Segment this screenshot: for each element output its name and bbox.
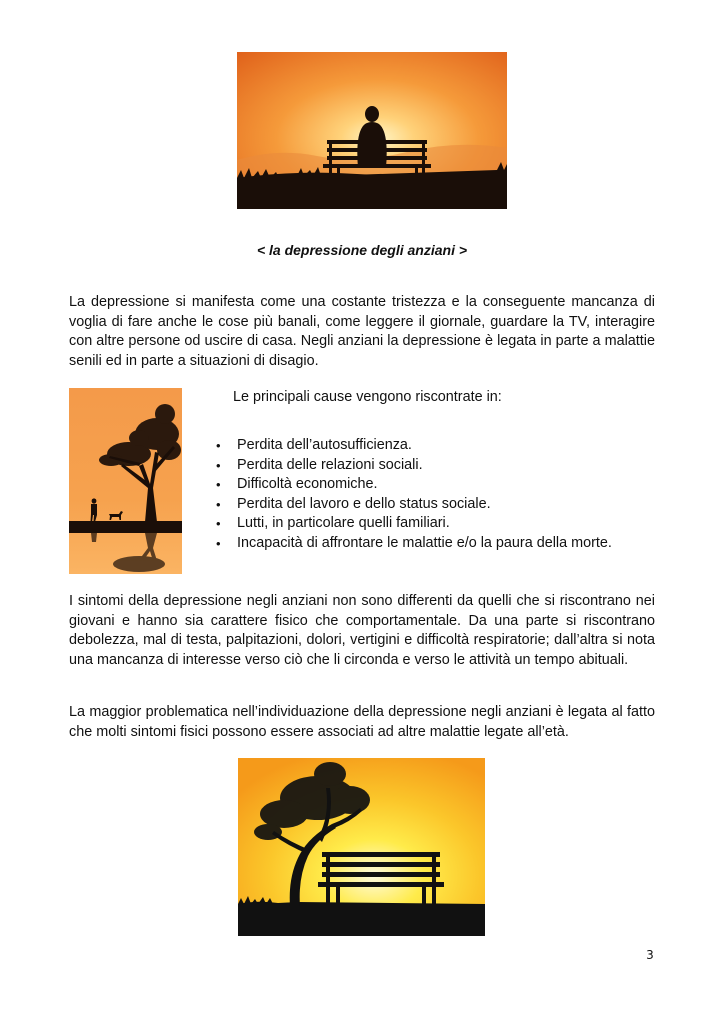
list-item: • Lutti, in particolare quelli familiari. [215, 514, 612, 534]
tree-bench-image [238, 758, 485, 936]
list-item: • Perdita delle relazioni sociali. [215, 456, 612, 476]
list-item: • Difficoltà economiche. [215, 475, 612, 495]
paragraph-definition: La depressione si manifesta come una costante tristezza e la conseguente mancanza di voglia di fare anche le cose più banali, come leggere il giornale, guardare la TV, interagire con altre persone od uscire di casa. Negli anziani la depressione è legata in parte a malattie senili ed in parte a situazioni di disagio. [69, 294, 655, 369]
tree-walker-illustration [69, 388, 182, 574]
list-item: • Perdita dell’autosufficienza. [215, 436, 612, 456]
causes-intro: Le principali cause vengono riscontrate in: [233, 389, 502, 405]
paragraph-diagnosis: La maggior problematica nell’individuazione della depressione negli anziani è legata al fatto che molti sintomi fisici possono essere associati ad altre malattie legate all’età. [69, 704, 655, 740]
list-item: • Perdita del lavoro e dello status sociale. [215, 495, 612, 515]
document-title: < la depressione degli anziani > [256, 242, 468, 258]
sunset-bench-image [237, 52, 507, 209]
paragraph-symptoms: I sintomi della depressione negli anziani non sono differenti da quelli che si riscontrano nei giovani e hanno sia carattere fisico che comportamentale. Da una parte si riscontrano debolezza, mal di testa, palpitazioni, dolori, vertigini e difficoltà respiratorie; dall’altra si nota una mancanza di interesse verso ciò che li circonda e verso le attività un tempo abituali. [69, 593, 655, 668]
tree-walker-image [69, 388, 182, 574]
sunset-bench-illustration [237, 52, 507, 209]
list-item: • Incapacità di affrontare le malattie e/o la paura della morte. [215, 534, 612, 554]
tree-bench-illustration [238, 758, 485, 936]
causes-list [215, 436, 612, 553]
page-number: 3 [646, 948, 654, 962]
